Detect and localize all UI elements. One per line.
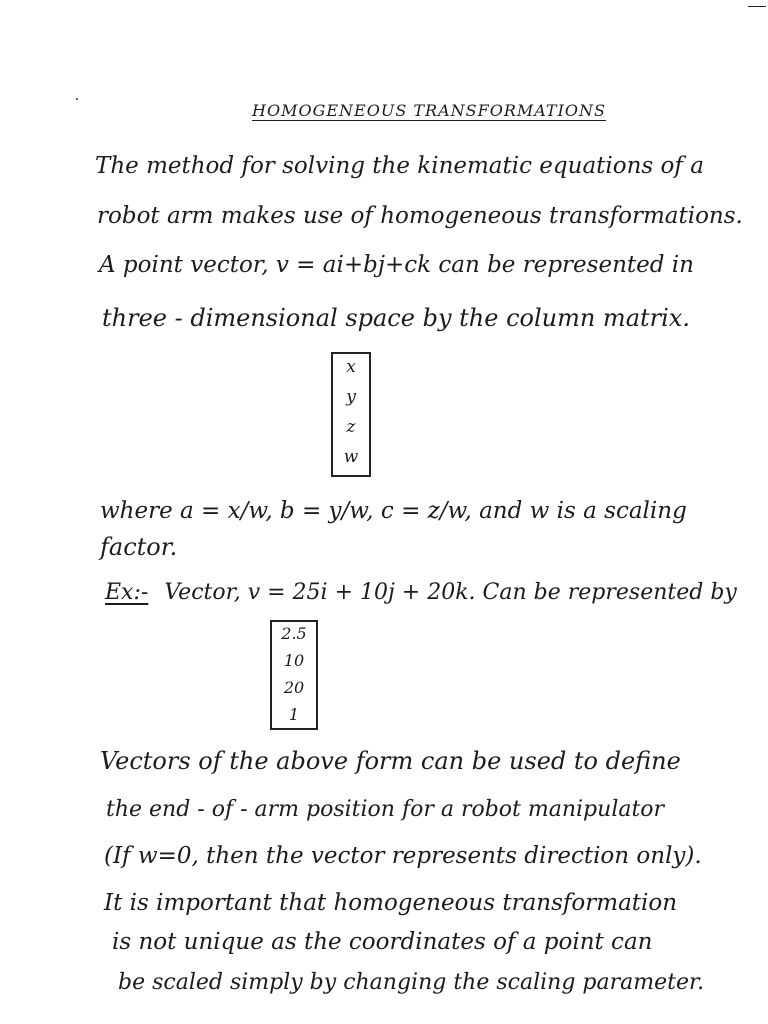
matrix-entry: x: [346, 357, 356, 377]
matrix-entry: 1: [288, 705, 300, 724]
text-line: be scaled simply by changing the scaling parameter.: [118, 970, 705, 995]
text-line: A point vector, v = ai+bj+ck can be represented in: [99, 252, 694, 278]
text-line: where a = x/w, b = y/w, c = z/w, and w is a scaling: [100, 498, 687, 524]
ink-speck: [76, 98, 78, 100]
text-line: The method for solving the kinematic equations of a: [95, 153, 704, 179]
text-line: (If w=0, then the vector represents direction only).: [104, 843, 702, 869]
text-line: the end - of - arm position for a robot manipulator: [106, 797, 665, 822]
edge-mark: [748, 6, 766, 7]
matrix-entry: 2.5: [281, 624, 307, 643]
example-text: Vector, v = 25i + 10j + 20k. Can be represented by: [164, 580, 737, 605]
matrix-entry: z: [346, 417, 356, 437]
text-line: is not unique as the coordinates of a point can: [112, 929, 653, 955]
text-line: factor.: [100, 533, 178, 561]
text-line: Vectors of the above form can be used to define: [100, 747, 681, 775]
example-label: Ex:-: [105, 580, 149, 605]
column-matrix-example: [270, 620, 318, 730]
text-line: three - dimensional space by the column matrix.: [102, 304, 690, 332]
matrix-entry: 10: [283, 651, 305, 670]
matrix-entry: y: [346, 387, 356, 407]
text-line: robot arm makes use of homogeneous transformations.: [97, 203, 743, 229]
matrix-entry: w: [343, 447, 359, 467]
text-line: It is important that homogeneous transformation: [104, 890, 678, 916]
column-matrix-xyzw: [331, 352, 371, 477]
page-title: HOMOGENEOUS TRANSFORMATIONS: [252, 101, 606, 120]
matrix-entry: 20: [283, 678, 305, 697]
example-line: [105, 578, 737, 608]
